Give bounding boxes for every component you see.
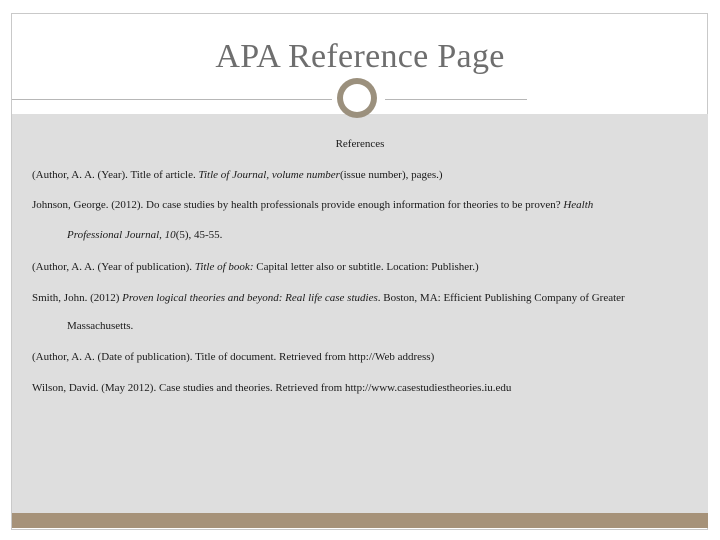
entry-text: Wilson, David. (May 2012). Case studies and theories. Retrieved from http://www.casestudiestheories.iu.edu	[32, 382, 512, 394]
entry-text: . Boston, MA: Efficient Publishing Company of Greater	[377, 292, 625, 304]
entry-text: Capital letter also or subtitle. Location: Publisher.)	[253, 261, 479, 273]
references-heading: References	[335, 138, 385, 150]
entry-text: (Author, A. A. (Date of publication). Title of document. Retrieved from http://Web address)	[32, 351, 435, 363]
entry-italic-text: Health	[563, 199, 594, 211]
reference-entry-2-continued	[67, 229, 720, 241]
entry-text: (issue number), pages.)	[339, 169, 443, 181]
content-area	[12, 114, 708, 513]
footer-band	[12, 513, 708, 528]
entry-text: Massachusetts.	[67, 320, 134, 332]
entry-text: Johnson, George. (2012). Do case studies by health professionals provide enough information for theories to be proven?	[32, 199, 564, 211]
title-divider-left	[12, 99, 332, 100]
decorative-circle-icon	[337, 78, 377, 118]
reference-entry-4	[32, 292, 692, 304]
reference-entry-1	[32, 169, 692, 181]
entry-text: Smith, John. (2012)	[32, 292, 123, 304]
entry-text: (Author, A. A. (Year of publication).	[32, 261, 195, 273]
reference-entry-6	[32, 382, 692, 394]
title-divider-right	[385, 99, 527, 100]
entry-text: (Author, A. A. (Year). Title of article.	[32, 169, 199, 181]
entry-text: (5), 45-55.	[175, 229, 223, 241]
reference-entry-5	[32, 351, 692, 363]
reference-entry-2	[32, 199, 692, 211]
entry-italic-text: Title of Journal, volume number	[198, 169, 340, 181]
page-title: APA Reference Page	[215, 38, 505, 75]
entry-italic-text: Title of book:	[194, 261, 254, 273]
reference-entry-4-continued	[67, 320, 720, 332]
entry-italic-text: Professional Journal, 10	[67, 229, 176, 241]
reference-entry-3	[32, 261, 692, 273]
entry-italic-text: Proven logical theories and beyond: Real life case studies	[122, 292, 378, 304]
